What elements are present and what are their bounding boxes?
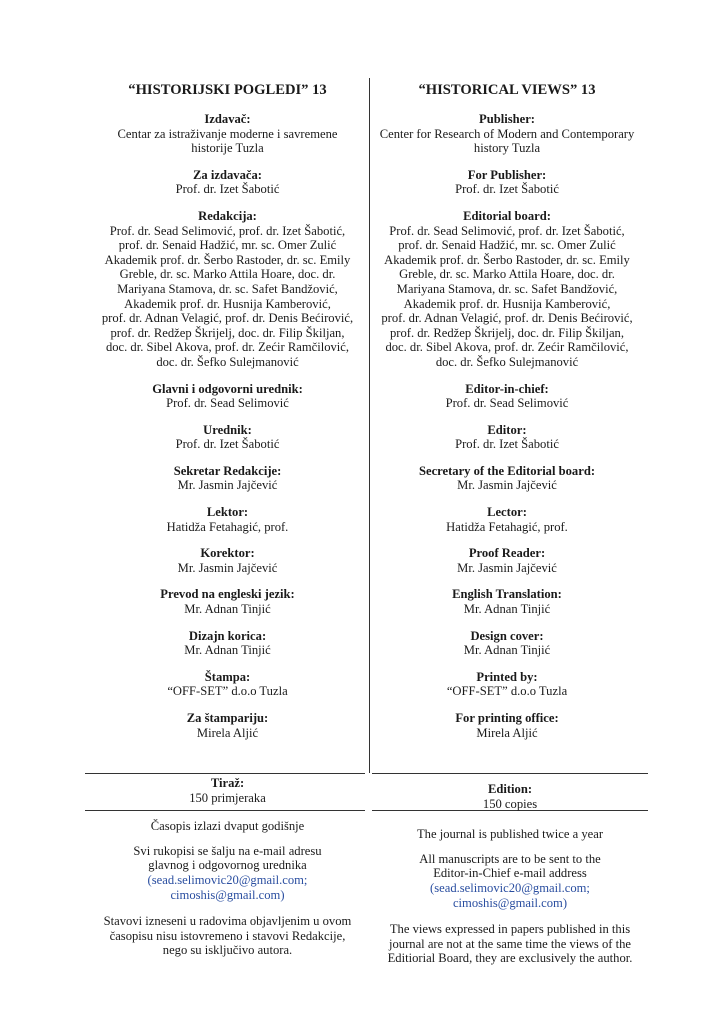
proofreader-value-bs: Mr. Jasmin Jajčević (177, 560, 278, 575)
secretary-section-en (369, 464, 645, 493)
board-line: Akademik prof. dr. Šerbo Rastoder, dr. sc. Emily (384, 252, 630, 267)
email-link[interactable]: (sead.selimovic20@gmail.com; (147, 872, 308, 887)
edition-value-en: 150 copies (482, 796, 538, 811)
board-line: doc. dr. Sibel Akova, prof. dr. Zećir Ramčilović, (105, 340, 350, 355)
editor-in-chief-section-en (369, 382, 645, 411)
disclaimer-line: časopisu nisu istovremeno i stavovi Redakcije, (109, 928, 346, 943)
secretary-label-en: Secretary of the Editorial board: (418, 463, 596, 478)
cover-design-section-bs (85, 629, 370, 658)
editor-in-chief-value-en: Prof. dr. Sead Selimović (445, 396, 569, 411)
translation-label-bs: Prevod na engleski jezik: (160, 587, 295, 602)
board-line: doc. dr. Šefko Sulejmanović (156, 354, 299, 369)
printing-office-value-bs: Mirela Aljić (196, 725, 259, 740)
printing-label-bs: Štampa: (204, 669, 251, 684)
email-link[interactable]: (sead.selimovic20@gmail.com; (430, 880, 590, 895)
disclaimer-line: Editiorial Board, they are exclusively the author. (387, 951, 633, 966)
translation-section-bs (85, 587, 370, 616)
publisher-line: history Tuzla (473, 141, 541, 156)
for-publisher-section-bs (85, 168, 370, 197)
email-link[interactable]: cimoshis@gmail.com) (452, 895, 568, 910)
editorial-board-label-en: Editorial board: (463, 208, 551, 223)
board-line: prof. dr. Adnan Velagić, prof. dr. Denis Bećirović, (101, 311, 354, 326)
right-footer (372, 782, 648, 966)
translation-value-bs: Mr. Adnan Tinjić (184, 602, 271, 617)
cover-design-label-bs: Dizajn korica: (188, 628, 267, 643)
secretary-section-bs (85, 464, 370, 493)
disclaimer-line: nego su isključivo autora. (162, 943, 293, 958)
printing-section-bs (85, 670, 370, 699)
board-line: Akademik prof. dr. Šerbo Rastoder, dr. sc. Emily (104, 252, 351, 267)
journal-title-en: “HISTORICAL VIEWS” 13 (418, 82, 596, 98)
right-section-divider (372, 773, 648, 774)
board-line: doc. dr. Sibel Akova, prof. dr. Zećir Ramčilović, (385, 340, 629, 355)
board-line: Greble, dr. sc. Marko Attila Hoare, doc. dr. (119, 267, 336, 282)
editor-value-en: Prof. dr. Izet Šabotić (455, 437, 559, 452)
left-footer (85, 776, 370, 958)
printing-office-label-en: For printing office: (455, 711, 559, 725)
for-publisher-value-en: Prof. dr. Izet Šabotić (455, 182, 559, 197)
board-line: prof. dr. Senaid Hadžić, mr. sc. Omer Zulić (398, 238, 616, 253)
board-line: Akademik prof. dr. Husnija Kamberović, (403, 296, 611, 311)
secretary-value-en: Mr. Jasmin Jajčević (457, 478, 557, 493)
editor-section-bs (85, 423, 370, 452)
printing-office-label-bs: Za štampariju: (186, 711, 269, 725)
publisher-line: historije Tuzla (191, 141, 264, 156)
edition-label-en: Edition: (487, 782, 533, 796)
lector-section-bs (85, 505, 370, 534)
for-publisher-value-bs: Prof. dr. Izet Šabotić (175, 182, 280, 197)
disclaimer-line: Stavovi izneseni u radovima objavljenim u ovom (103, 914, 352, 929)
board-line: prof. dr. Adnan Velagić, prof. dr. Denis Bećirović, (381, 311, 633, 326)
editor-in-chief-section-bs (85, 382, 370, 411)
board-line: Prof. dr. Sead Selimović, prof. dr. Izet Šabotić, (389, 223, 625, 238)
editorial-board-section-bs (85, 209, 370, 370)
left-column (85, 80, 370, 740)
board-line: doc. dr. Šefko Sulejmanović (435, 354, 579, 369)
publisher-section-en (369, 112, 645, 156)
board-line: prof. dr. Redžep Škrijelj, doc. dr. Filip Škiljan, (389, 325, 624, 340)
translation-value-en: Mr. Adnan Tinjić (463, 602, 551, 617)
right-column (369, 80, 645, 740)
translation-section-en (369, 587, 645, 616)
editorial-board-label-bs: Redakcija: (198, 208, 257, 223)
board-line: Mariyana Stamova, dr. sc. Safet Bandžović, (117, 281, 338, 296)
secretary-label-bs: Sekretar Redakcije: (173, 463, 282, 478)
publisher-line: Centar za istraživanje moderne i savremene (117, 126, 338, 141)
printing-office-section-en (369, 711, 645, 740)
board-line: Greble, dr. sc. Marko Attila Hoare, doc. dr. (399, 267, 615, 282)
email-link[interactable]: cimoshis@gmail.com) (170, 887, 285, 902)
editorial-board-section-en (369, 209, 645, 370)
editor-in-chief-value-bs: Prof. dr. Sead Selimović (166, 396, 289, 411)
board-line: Mariyana Stamova, dr. sc. Safet Bandžović, (396, 281, 618, 296)
editor-in-chief-label-en: Editor-in-chief: (465, 381, 549, 396)
submission-line: All manuscripts are to be sent to the (419, 851, 601, 866)
secretary-value-bs: Mr. Jasmin Jajčević (177, 478, 278, 493)
proofreader-label-en: Proof Reader: (468, 546, 546, 561)
proofreader-section-en (369, 546, 645, 575)
submission-line: Editor-in-Chief e-mail address (433, 866, 587, 881)
editor-label-bs: Urednik: (203, 422, 252, 437)
for-publisher-label-en: For Publisher: (467, 167, 547, 182)
translation-label-en: English Translation: (452, 587, 562, 602)
print-run-value-bs: 150 primjeraka (189, 790, 266, 805)
publisher-label-bs: Izdavač: (204, 112, 251, 126)
publisher-line: Center for Research of Modern and Contemporary (379, 126, 635, 141)
printing-label-en: Printed by: (476, 669, 538, 684)
print-run-label-bs: Tiraž: (210, 776, 245, 790)
lector-value-en: Hatidža Fetahagić, prof. (446, 519, 568, 534)
submission-line: Svi rukopisi se šalju na e-mail adresu (133, 843, 322, 858)
board-line: Prof. dr. Sead Selimović, prof. dr. Izet Šabotić, (109, 223, 346, 238)
editor-section-en (369, 423, 645, 452)
disclaimer-line: journal are not at the same time the views of the (389, 936, 631, 951)
cover-design-section-en (369, 629, 645, 658)
board-line: prof. dr. Redžep Škrijelj, doc. dr. Filip Škiljan, (110, 325, 345, 340)
printing-value-bs: “OFF-SET” d.o.o Tuzla (167, 684, 288, 699)
for-publisher-label-bs: Za izdavača: (193, 167, 262, 182)
lector-section-en (369, 505, 645, 534)
printing-value-en: “OFF-SET” d.o.o Tuzla (446, 684, 568, 699)
cover-design-value-bs: Mr. Adnan Tinjić (184, 643, 271, 658)
proofreader-section-bs (85, 546, 370, 575)
editor-value-bs: Prof. dr. Izet Šabotić (175, 437, 280, 452)
printing-section-en (369, 670, 645, 699)
submission-line: glavnog i odgovornog urednika (148, 858, 307, 873)
printing-office-section-bs (85, 711, 370, 740)
lector-label-en: Lector: (487, 505, 527, 520)
for-publisher-section-en (369, 168, 645, 197)
editor-label-en: Editor: (487, 422, 527, 437)
cover-design-value-en: Mr. Adnan Tinjić (463, 643, 551, 658)
frequency-note-bs: Časopis izlazi dvaput godišnje (150, 819, 305, 834)
board-line: Akademik prof. dr. Husnija Kamberović, (124, 296, 331, 311)
proofreader-label-bs: Korektor: (200, 546, 255, 561)
editor-in-chief-label-bs: Glavni i odgovorni urednik: (152, 381, 303, 396)
frequency-note-en: The journal is published twice a year (416, 827, 604, 842)
proofreader-value-en: Mr. Jasmin Jajčević (457, 560, 557, 575)
cover-design-label-en: Design cover: (470, 628, 544, 643)
publisher-section-bs (85, 112, 370, 156)
left-section-divider (85, 773, 365, 774)
lector-label-bs: Lektor: (206, 505, 249, 520)
journal-title-bs: “HISTORIJSKI POGLEDI” 13 (128, 82, 327, 98)
board-line: prof. dr. Senaid Hadžić, mr. sc. Omer Zulić (118, 238, 337, 253)
printing-office-value-en: Mirela Aljić (476, 725, 538, 740)
disclaimer-line: The views expressed in papers published in this (389, 922, 631, 937)
lector-value-bs: Hatidža Fetahagić, prof. (166, 519, 289, 534)
publisher-label-en: Publisher: (479, 112, 535, 126)
